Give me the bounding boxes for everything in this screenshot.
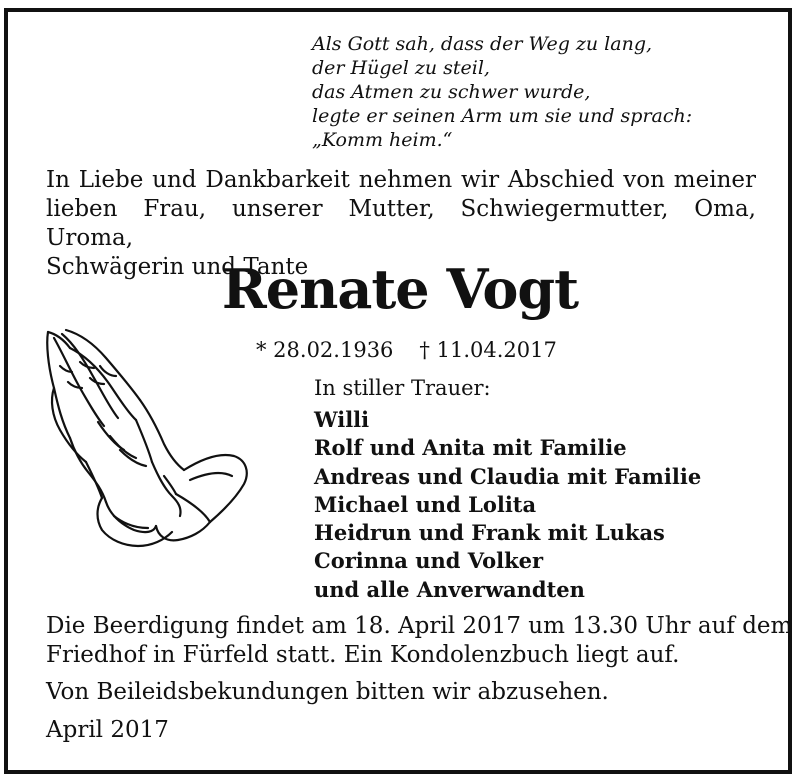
funeral-line: Die Beerdigung findet am 18. April 2017 um 13.30 Uhr auf dem [46, 613, 793, 639]
mourning-heading: In stiller Trauer: [314, 376, 491, 400]
life-dates [256, 336, 557, 364]
mourner-item: Corinna und Volker [314, 548, 544, 574]
mourners-list [314, 406, 701, 604]
funeral-line: Friedhof in Fürfeld statt. Ein Kondolenzbuch liegt auf. [46, 642, 680, 668]
poem-line: legte er seinen Arm um sie und sprach: [312, 105, 693, 127]
funeral-info [46, 612, 793, 670]
birth-date: * 28.02.1936 [256, 338, 394, 362]
mourner-item: und alle Anverwandten [314, 576, 585, 602]
poem-line: das Atmen zu schwer wurde, [312, 81, 591, 103]
poem-line: Als Gott sah, dass der Weg zu lang, [312, 33, 653, 55]
mourner-item: Rolf und Anita mit Familie [314, 435, 627, 461]
death-date: † 11.04.2017 [419, 338, 557, 362]
mourner-item: Andreas und Claudia mit Familie [314, 463, 702, 489]
intro-line: lieben Frau, unserer Mutter, Schwiegermutter, Oma, Uroma, [46, 196, 756, 251]
deceased-name: Renate Vogt [221, 257, 579, 321]
mourner-item: Michael und Lolita [314, 491, 537, 517]
intro-line: In Liebe und Dankbarkeit nehmen wir Abschied von meiner [46, 167, 756, 193]
poem [312, 32, 732, 152]
intro-line: Schwägerin und Tante [46, 254, 309, 280]
poem-line: der Hügel zu steil, [312, 57, 490, 79]
poem-line: „Komm heim.“ [312, 129, 453, 151]
mourner-item: Willi [314, 407, 370, 432]
praying-hands-icon [40, 326, 254, 556]
publication-date: April 2017 [46, 717, 169, 743]
sympathy-note: Von Beileidsbekundungen bitten wir abzusehen. [46, 679, 609, 705]
mourner-item: Heidrun und Frank mit Lukas [314, 520, 665, 546]
